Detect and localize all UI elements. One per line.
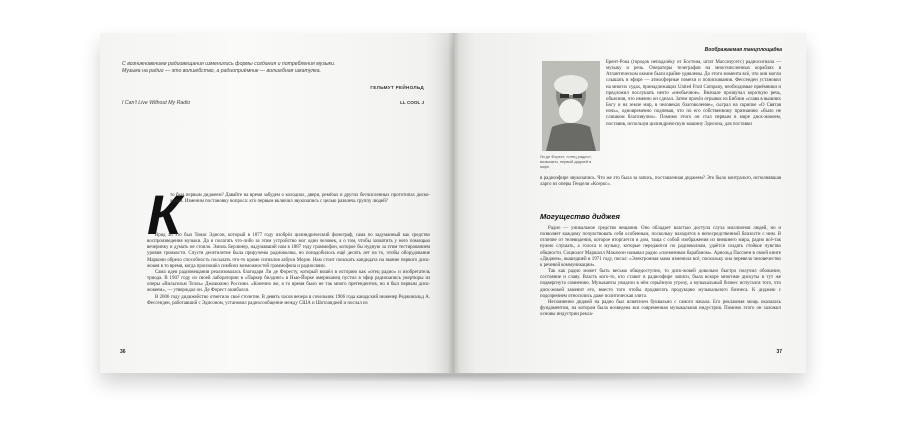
chapter-intro: то был первым диджеем? Давайте на время забудем о колоднах, двери, ремёзах и других бесчисленных прототипах диско-жокея. Изменим постановку вопроса: кто первым включил звукозапись с целью развлечь группу людей?	[170, 193, 430, 205]
right-body-text	[540, 226, 781, 318]
right-mid-text: в радиоэфире звукозапись. Что же это была за запись, поставленная диджеем? Это было контральто, исполнявшая ларго из оперы Генделя «Ксеркс».	[540, 176, 781, 188]
epigraph-quote-author: LL COOL J	[400, 100, 424, 105]
portrait-beard	[559, 99, 583, 123]
page-number: 37	[776, 349, 782, 355]
drop-cap: К	[147, 183, 182, 246]
paragraph: Радио — уникальное средство вещания. Оно обладает властью доступа слуха миллионов людей, но и позволяет каждому почувствовать себя особенным, поскольку находится в непосредственной близости с ним. В отличие от телевидения, которое вторгается в дом, таща с собой изображения из внешнего мира, радио всё-так нужно слушать, а голоса и музыку, которые передаются по радиоволнам, удаётся создать стойкое чувство общности. Социолог Маршалл Маклюэн называл радио «племенным барабаном». Арнольд Пассмен в своей книге «Диджеи», вышедшей в 1971 году, писал: «Электронная мама изменила всё, поскольку она перевела человечество к речевой коммуникации».	[540, 226, 781, 268]
paragraph: Сама идея радиовещания реализовалась благодаря Ли де Форесту, который вошёл в историю как «отец радио» и изобретатель триода. В 1907 году из своей лаборатории в «Паркер билдинг» в Нью-Йорке американец пустил в эфир радиозапись увертюры из оперы «Вильгельм Телль» Джоаккино Россини. «Конечно же, я то время было не так много претендентов, но я был первым диск-жокеем», — утверждал он. Де Форест ошибался.	[147, 269, 430, 294]
right-top-text: Брент-Рока (городок неподалёку от Бостона, штат Массачусетс) радиосигнала — музыку и речь. Операторы телеграфов на многочисленных кораблях в Атлантическом океане были крайне удивлены. До этого момента всё, что они могли слышать в эфире — атмосферные помехи и попискивания. Фессенден установил на многих судах, принадлежащих United Fruit Company, необходимые приёмники и предложил послушать нечто «необычное». Вначале прозвучал короткую речь, объяснив, что именно он сделал. Затем прочёл отрывок из Библии «слава в вышних Богу и на земле мир, в человеках благоволение», сыграл на скрипке «О Святая ночь», одновременно подпевая, что по его собственному признанию «было не слишком благозвучно». Помимо этого он стал первым в мире диск-жокеем, поставив, используя цилиндрическую машину Эдисона, для поставки	[606, 60, 781, 127]
epigraph	[122, 61, 362, 75]
book-spine	[448, 33, 460, 373]
right-page	[454, 33, 806, 373]
left-page	[100, 33, 454, 373]
epigraph-line: С возникновением радиовещания изменились формы создания и потребления музыки.	[122, 61, 336, 67]
left-body-text	[147, 233, 430, 307]
portrait-glasses-right	[573, 94, 582, 98]
paragraph: В 2006 году дидижейство отметило своё столетие. В девять часов вечера в сочельник 1906 года канадский инженер Реджинальд А. Фессенден, работавший с Эдисоном, установил радиосообщение между США и Шотландией и послал из	[147, 294, 430, 306]
portrait-hair	[554, 75, 588, 95]
epigraph-quote: I Can't Live Without My Radio	[122, 100, 191, 106]
page-number: 36	[120, 349, 126, 355]
epigraph-author: ГЕЛЬМУТ РЕЙНОЛЬД	[370, 85, 424, 90]
paragraph: Вряд ли это был Томас Эдисон, который в 1877 году изобрёл цилиндрический фонограф, сама по задуманный как средство воспроизведения музыки. Да и полагать что-либо за этим устройство мог один человек, а о том, чтобы захватить у него помощью вечеринку и думать не стоило. Эмиль Берлинер, надумавший нам в 1887 году граммофон, которое бы нудную за этим тестированием уровня громкости. Спустя десятилетие была приручены радиоволны, но понадобилось ещё десять лет на то, чтобы оборудование Маркони обрело способность посылать что-то кроме сигналов азбуки Морзе. Нам стоит поискать кандидата на звание первого диск-жокея в то время, когда произошёл симбиоз возможностей граммофона и радиосвязи.	[147, 233, 430, 269]
section-heading: Могущество диджея	[540, 212, 620, 221]
epigraph-line: Музыка на радио — это волшебство, а радиоприёмник — волшебная шкатулка.	[122, 68, 321, 75]
portrait-shoulders	[546, 123, 596, 151]
portrait-glasses-left	[560, 94, 569, 98]
paragraph: Так как радио может быть весьма общедоступно, то диск-жокей довольно быстро получил обожание, состояние и славу. Власть кого-то, кто ставит в радиоэфире записи, была вскоре многими дискуты и тут же подвергнута сомнению. Музыканты увидели в нём серьёзную угрозу, а музыкальный бизнес испугался того, что диск-жокей заменит его, вместо того чтобы продвигать продукцию музыкального бизнеса. К диджею с подозрением относились даже политическая элита.	[540, 269, 781, 299]
photo-caption: Ли де Форест, «отец радио», возможно, первый диджей в мире	[540, 154, 592, 169]
portrait-photo	[542, 61, 600, 151]
running-head: Воображаемая танцплощадка	[704, 47, 782, 53]
paragraph: Несомненно диджей на радио был влиятелен буквально с самого начала. Его рекламная мощь оказалась фундаментом, на котором была возведена вся современная музыкальная индустрия. Помимо этого он заложил основы индустрии рекла-	[540, 299, 781, 318]
